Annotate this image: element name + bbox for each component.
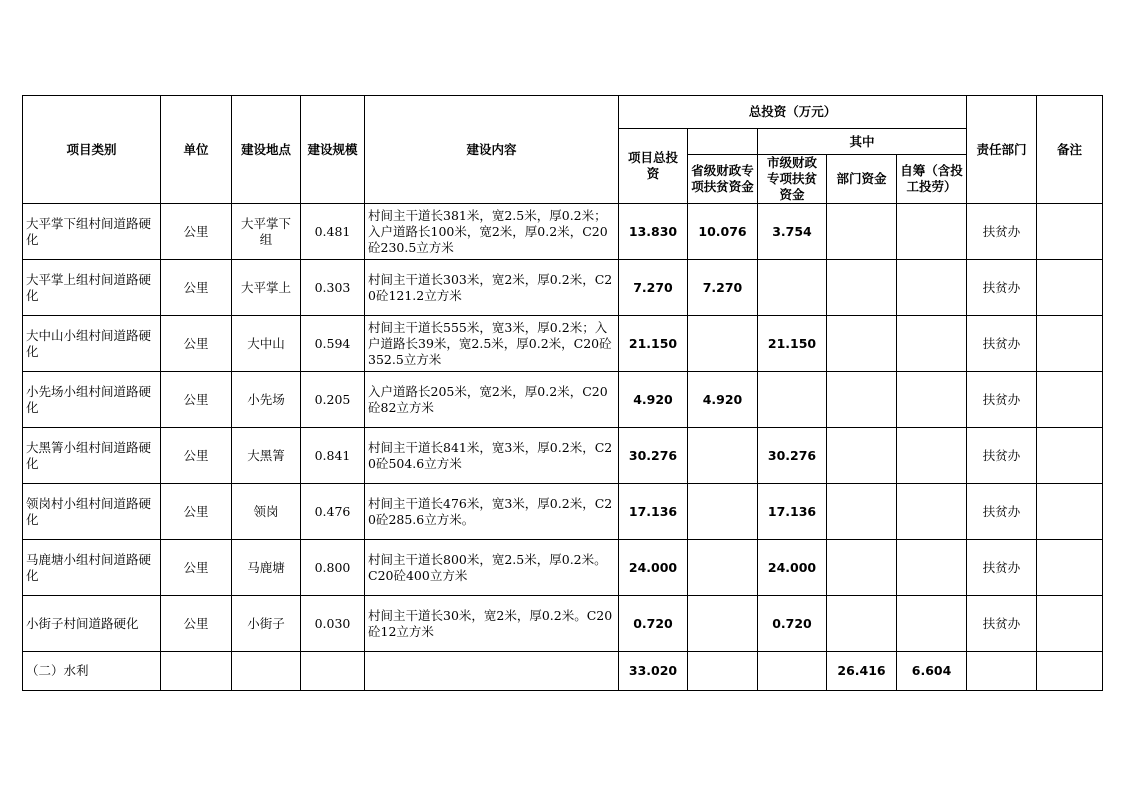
cell-unit: 公里 xyxy=(161,204,232,260)
cell-location: 大平掌下组 xyxy=(232,204,301,260)
cell-city: 17.136 xyxy=(758,484,827,540)
header-total-investment: 总投资（万元） xyxy=(619,96,967,129)
cell-remarks xyxy=(1037,484,1103,540)
cell-self-raised xyxy=(897,540,967,596)
cell-total: 17.136 xyxy=(619,484,688,540)
cell-location: 马鹿塘 xyxy=(232,540,301,596)
header-location: 建设地点 xyxy=(232,96,301,204)
cell-provincial xyxy=(688,540,758,596)
cell-unit: 公里 xyxy=(161,260,232,316)
cell-scale: 0.030 xyxy=(301,596,365,652)
cell-dept-fund xyxy=(827,316,897,372)
subtotal-provincial xyxy=(688,652,758,691)
cell-city: 3.754 xyxy=(758,204,827,260)
table-row xyxy=(23,204,1103,260)
cell-total: 4.920 xyxy=(619,372,688,428)
cell-city xyxy=(758,372,827,428)
cell-self-raised xyxy=(897,372,967,428)
subtotal-content xyxy=(365,652,619,691)
cell-unit: 公里 xyxy=(161,372,232,428)
table-row xyxy=(23,484,1103,540)
subtotal-remarks xyxy=(1037,652,1103,691)
cell-dept-fund xyxy=(827,372,897,428)
cell-city: 24.000 xyxy=(758,540,827,596)
cell-self-raised xyxy=(897,484,967,540)
cell-self-raised xyxy=(897,428,967,484)
cell-location: 小先场 xyxy=(232,372,301,428)
header-content: 建设内容 xyxy=(365,96,619,204)
table-row xyxy=(23,596,1103,652)
cell-content: 村间主干道长841米，宽3米，厚0.2米，C20砼504.6立方米 xyxy=(365,428,619,484)
cell-responsible: 扶贫办 xyxy=(967,484,1037,540)
cell-category: 小先场小组村间道路硬化 xyxy=(23,372,161,428)
cell-scale: 0.205 xyxy=(301,372,365,428)
cell-total: 24.000 xyxy=(619,540,688,596)
cell-dept-fund xyxy=(827,260,897,316)
subtotal-responsible xyxy=(967,652,1037,691)
cell-remarks xyxy=(1037,372,1103,428)
cell-remarks xyxy=(1037,596,1103,652)
cell-scale: 0.841 xyxy=(301,428,365,484)
header-self-raised: 自筹（含投工投劳） xyxy=(897,155,967,204)
cell-content: 村间主干道长381米，宽2.5米，厚0.2米；入户道路长100米，宽2米，厚0.2米，C20砼230.5立方米 xyxy=(365,204,619,260)
header-remarks: 备注 xyxy=(1037,96,1103,204)
table-row xyxy=(23,316,1103,372)
cell-total: 21.150 xyxy=(619,316,688,372)
table-row xyxy=(23,428,1103,484)
cell-location: 大黑箐 xyxy=(232,428,301,484)
cell-scale: 0.476 xyxy=(301,484,365,540)
cell-city: 21.150 xyxy=(758,316,827,372)
cell-content: 村间主干道长303米，宽2米，厚0.2米，C20砼121.2立方米 xyxy=(365,260,619,316)
cell-self-raised xyxy=(897,260,967,316)
table-row xyxy=(23,260,1103,316)
cell-category: 小街子村间道路硬化 xyxy=(23,596,161,652)
header-of-which: 其中 xyxy=(758,129,967,155)
cell-content: 村间主干道长555米，宽3米，厚0.2米；入户道路长39米，宽2.5米，厚0.2米，C20砼352.5立方米 xyxy=(365,316,619,372)
subtotal-city xyxy=(758,652,827,691)
cell-remarks xyxy=(1037,260,1103,316)
cell-remarks xyxy=(1037,428,1103,484)
cell-responsible: 扶贫办 xyxy=(967,596,1037,652)
header-category: 项目类别 xyxy=(23,96,161,204)
cell-unit: 公里 xyxy=(161,596,232,652)
cell-scale: 0.481 xyxy=(301,204,365,260)
cell-provincial: 4.920 xyxy=(688,372,758,428)
cell-unit: 公里 xyxy=(161,316,232,372)
header-blank xyxy=(688,129,758,155)
cell-dept-fund xyxy=(827,540,897,596)
header-scale: 建设规模 xyxy=(301,96,365,204)
cell-location: 大平掌上 xyxy=(232,260,301,316)
subtotal-unit xyxy=(161,652,232,691)
table-row xyxy=(23,372,1103,428)
cell-category: 大平掌上组村间道路硬化 xyxy=(23,260,161,316)
cell-scale: 0.800 xyxy=(301,540,365,596)
cell-self-raised xyxy=(897,204,967,260)
cell-dept-fund xyxy=(827,204,897,260)
cell-content: 入户道路长205米，宽2米，厚0.2米，C20砼82立方米 xyxy=(365,372,619,428)
cell-provincial xyxy=(688,316,758,372)
cell-self-raised xyxy=(897,596,967,652)
cell-total: 0.720 xyxy=(619,596,688,652)
cell-location: 小街子 xyxy=(232,596,301,652)
table-row xyxy=(23,540,1103,596)
cell-category: 大中山小组村间道路硬化 xyxy=(23,316,161,372)
cell-provincial: 10.076 xyxy=(688,204,758,260)
cell-location: 领岗 xyxy=(232,484,301,540)
subtotal-total: 33.020 xyxy=(619,652,688,691)
cell-city xyxy=(758,260,827,316)
cell-unit: 公里 xyxy=(161,540,232,596)
subtotal-self-raised: 6.604 xyxy=(897,652,967,691)
cell-total: 30.276 xyxy=(619,428,688,484)
cell-category: 大黑箐小组村间道路硬化 xyxy=(23,428,161,484)
cell-category: 大平掌下组村间道路硬化 xyxy=(23,204,161,260)
cell-dept-fund xyxy=(827,484,897,540)
cell-responsible: 扶贫办 xyxy=(967,204,1037,260)
cell-total: 7.270 xyxy=(619,260,688,316)
cell-total: 13.830 xyxy=(619,204,688,260)
cell-location: 大中山 xyxy=(232,316,301,372)
cell-remarks xyxy=(1037,316,1103,372)
cell-content: 村间主干道长30米，宽2米，厚0.2米。C20砼12立方米 xyxy=(365,596,619,652)
cell-scale: 0.594 xyxy=(301,316,365,372)
cell-unit: 公里 xyxy=(161,484,232,540)
cell-provincial: 7.270 xyxy=(688,260,758,316)
cell-scale: 0.303 xyxy=(301,260,365,316)
subtotal-scale xyxy=(301,652,365,691)
subtotal-row xyxy=(23,652,1103,691)
cell-unit: 公里 xyxy=(161,428,232,484)
cell-provincial xyxy=(688,428,758,484)
cell-dept-fund xyxy=(827,596,897,652)
cell-provincial xyxy=(688,484,758,540)
cell-remarks xyxy=(1037,540,1103,596)
cell-content: 村间主干道长476米，宽3米，厚0.2米，C20砼285.6立方米。 xyxy=(365,484,619,540)
cell-responsible: 扶贫办 xyxy=(967,372,1037,428)
cell-responsible: 扶贫办 xyxy=(967,260,1037,316)
cell-category: 马鹿塘小组村间道路硬化 xyxy=(23,540,161,596)
cell-content: 村间主干道长800米，宽2.5米，厚0.2米。C20砼400立方米 xyxy=(365,540,619,596)
header-unit: 单位 xyxy=(161,96,232,204)
cell-city: 0.720 xyxy=(758,596,827,652)
cell-self-raised xyxy=(897,316,967,372)
header-project-total: 项目总投资 xyxy=(619,129,688,204)
cell-city: 30.276 xyxy=(758,428,827,484)
cell-provincial xyxy=(688,596,758,652)
cell-responsible: 扶贫办 xyxy=(967,428,1037,484)
project-table xyxy=(22,95,1103,691)
header-dept-responsible: 责任部门 xyxy=(967,96,1037,204)
cell-responsible: 扶贫办 xyxy=(967,316,1037,372)
cell-responsible: 扶贫办 xyxy=(967,540,1037,596)
header-city-fund: 市级财政专项扶贫资金 xyxy=(758,155,827,204)
cell-remarks xyxy=(1037,204,1103,260)
subtotal-category: （二）水利 xyxy=(23,652,161,691)
cell-dept-fund xyxy=(827,428,897,484)
subtotal-location xyxy=(232,652,301,691)
header-provincial-fund: 省级财政专项扶贫资金 xyxy=(688,155,758,204)
subtotal-dept-fund: 26.416 xyxy=(827,652,897,691)
header-dept-fund: 部门资金 xyxy=(827,155,897,204)
cell-category: 领岗村小组村间道路硬化 xyxy=(23,484,161,540)
